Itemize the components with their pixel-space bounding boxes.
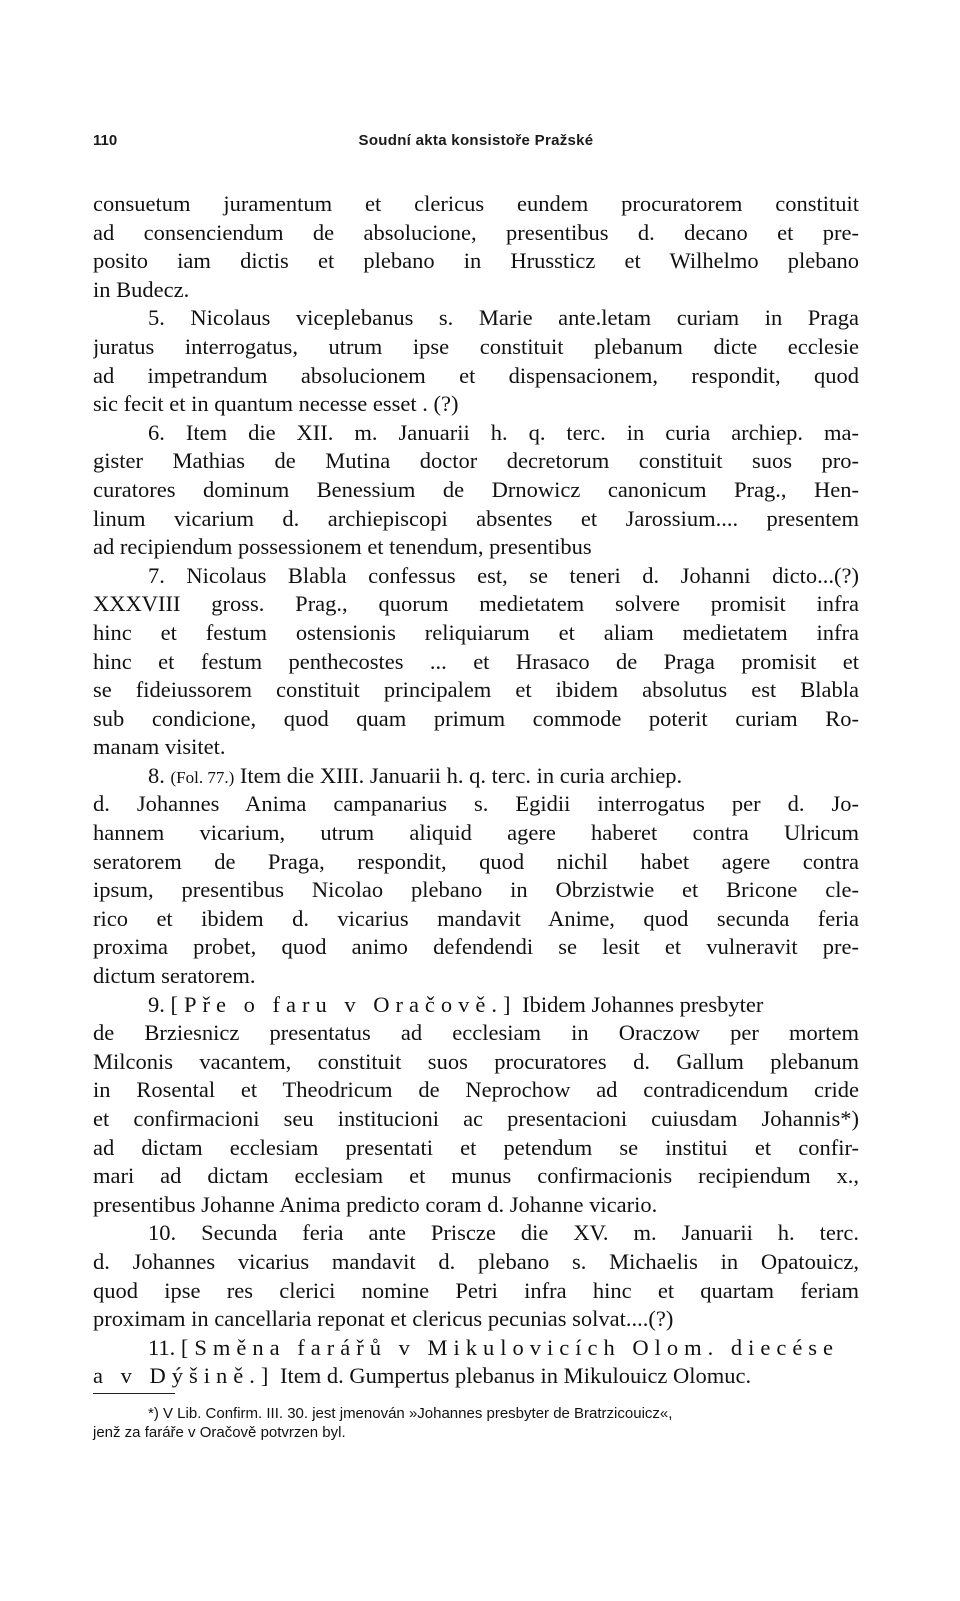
text-line: posito iam dictis et plebano in Hrussticz et Wilhelmo plebano [93,248,859,274]
text-line: mari ad dictam ecclesiam et munus confirmacionis recipiendum x., [93,1163,859,1189]
text-line: curatores dominum Benessium de Drnowicz canonicum Prag., Hen- [93,476,859,502]
text-line: et confirmacioni seu institucioni ac presentacioni cuiusdam Johannis*) [93,1106,859,1131]
text-line: 5. Nicolaus viceplebanus s. Marie ante.letam curiam in Praga [148,305,859,331]
text-line [93,1362,859,1391]
text-line: proximam in cancellaria reponat et clericus pecunias solvat....(?) [93,1306,674,1332]
footnote-line: jenž za faráře v Oračově potvrzen byl. [93,1424,346,1441]
text-line: 6. Item die XII. m. Januarii h. q. terc. in curia archiep. ma- [148,419,859,445]
text-line [93,762,859,791]
text-line: ad impetrandum absolucionem et dispensacionem, respondit, quod [93,362,859,388]
text-line: linum vicarium d. archiepiscopi absentes et Jarossium.... presentem [93,505,859,531]
item-number: 11. [148,1334,176,1360]
body-text [93,190,859,1391]
folio-reference: (Fol. 77.) [170,767,235,787]
text-line: d. Johannes Anima campanarius s. Egidii interrogatus per d. Jo- [93,791,859,817]
section-heading-continued: a v Dýšině.] [93,1363,275,1389]
section-heading: [Směna farářů v Mikulovicích Olom. diecése [180,1334,840,1360]
item-text: Item die XIII. Januarii h. q. terc. in curia archiep. [239,762,683,788]
text-line: in Budecz. [93,276,190,302]
text-line: 10. Secunda feria ante Priscze die XV. m. Januarii h. terc. [148,1220,859,1246]
text-line [93,991,859,1020]
text-line: seratorem de Praga, respondit, quod nichil habet agere contra [93,848,859,874]
footnote [93,1404,859,1442]
text-line: XXXVIII gross. Prag., quorum medietatem solvere promisit infra [93,591,859,617]
footnote-divider [93,1393,175,1394]
text-line: rico et ibidem d. vicarius mandavit Anime, quod secunda feria [93,905,859,931]
running-title: Soudní akta konsistoře Pražské [358,132,594,149]
text-line: in Rosental et Theodricum de Neprochow ad contradicendum cride [93,1077,859,1103]
text-line: 7. Nicolaus Blabla confessus est, se teneri d. Johanni dicto...(?) [148,562,859,588]
text-line: manam visitet. [93,734,226,760]
text-line: hinc et festum penthecostes ... et Hrasaco de Praga promisit et [93,648,859,674]
text-line [93,1334,859,1363]
text-line: sub condicione, quod quam primum commode poterit curiam Ro- [93,705,859,731]
text-line: ad dictam ecclesiam presentati et petendum se institui et confir- [93,1134,859,1160]
text-line: se fideiussorem constituit principalem et ibidem absolutus est Blabla [93,677,859,703]
text-line: de Brziesnicz presentatus ad ecclesiam in Oraczow per mortem [93,1020,859,1046]
text-line: juratus interrogatus, utrum ipse constituit plebanum dicte ecclesie [93,333,859,359]
text-line: sic fecit et in quantum necesse esset . (?) [93,391,459,417]
text-line: d. Johannes vicarius mandavit d. plebano s. Michaelis in Opatouicz, [93,1248,859,1274]
item-text: Ibidem Johannes presbyter [522,991,764,1017]
text-line: Milconis vacantem, constituit suos procuratores d. Gallum plebanum [93,1048,859,1074]
text-line: ad recipiendum possessionem et tenendum, presentibus [93,534,592,560]
text-line: gister Mathias de Mutina doctor decretorum constituit suos pro- [93,448,859,474]
text-line: presentibus Johanne Anima predicto coram d. Johanne vicario. [93,1191,658,1217]
text-line: dictum seratorem. [93,963,256,989]
section-heading: [Pře o faru v Oračově.] [170,991,517,1017]
text-line: proxima probet, quod animo defendendi se lesit et vulneravit pre- [93,934,859,960]
text-line: ipsum, presentibus Nicolao plebano in Obrzistwie et Bricone cle- [93,877,859,903]
item-number: 8. [148,762,165,788]
item-number: 9. [148,991,165,1017]
item-text: Item d. Gumpertus plebanus in Mikulouicz Olomuc. [279,1363,752,1389]
text-line: hannem vicarium, utrum aliquid agere haberet contra Ulricum [93,820,859,846]
footnote-line: *) V Lib. Confirm. III. 30. jest jmenován »Johannes presbyter de Bratrzicouicz«, [148,1405,673,1422]
page-number: 110 [93,132,118,149]
text-line: quod ipse res clerici nomine Petri infra hinc et quartam feriam [93,1277,859,1303]
text-line: consuetum juramentum et clericus eundem procuratorem constituit [93,191,859,216]
text-line: hinc et festum ostensionis reliquiarum et aliam medietatem infra [93,619,859,645]
page-header [93,132,859,158]
text-line: ad consenciendum de absolucione, presentibus d. decano et pre- [93,219,859,245]
